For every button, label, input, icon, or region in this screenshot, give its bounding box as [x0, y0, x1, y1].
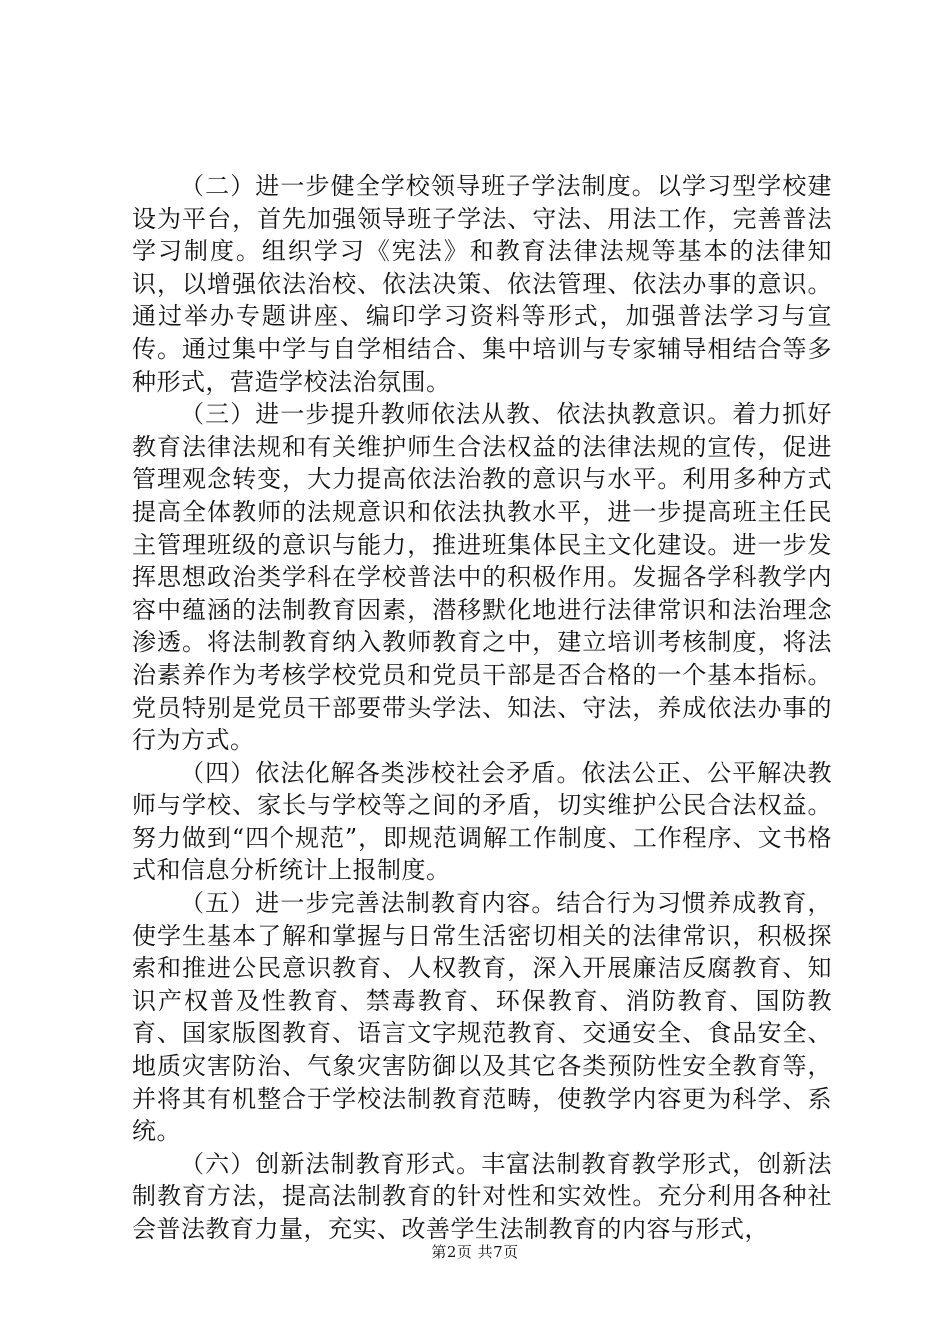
paragraph-section-2: （二）进一步健全学校领导班子学法制度。以学习型学校建设为平台，首先加强领导班子学法、守法、用法工作，完善普法学习制度。组织学习《宪法》和教育法律法规等基本的法律知识，以增强依法治校、依法决策、依法管理、依法办事的意识。通过举办专题讲座、编印学习资料等形式，加强普法学习与宣传。通过集中学与自学相结合、集中培训与专家辅导相结合等多种形式，营造学校法治氛围。	[132, 172, 832, 396]
paragraph-section-4: （四）依法化解各类涉校社会矛盾。依法公正、公平解决教师与学校、家长与学校等之间的矛盾，切实维护公民合法权益。努力做到“四个规范”，即规范调解工作制度、工作程序、文书格式和信息分析统计上报制度。	[132, 758, 832, 885]
paragraph-section-5: （五）进一步完善法制教育内容。结合行为习惯养成教育，使学生基本了解和掌握与日常生活密切相关的法律常识，积极探索和推进公民意识教育、人权教育，深入开展廉洁反腐教育、知识产权普及性教育、禁毒教育、环保教育、消防教育、国防教育、国家版图教育、语言文字规范教育、交通安全、食品安全、地质灾害防治、气象灾害防御以及其它各类预防性安全教育等，并将其有机整合于学校法制教育范畴，使教学内容更为科学、系统。	[132, 889, 832, 1146]
page-footer: 第2页 共7页	[431, 1243, 519, 1261]
paragraph-section-6: （六）创新法制教育形式。丰富法制教育教学形式，创新法制教育方法，提高法制教育的针对性和实效性。充分利用各种社会普法教育力量，充实、改善学生法制教育的内容与形式，	[132, 1149, 832, 1243]
document-body	[132, 170, 832, 1246]
paragraph-section-3: （三）进一步提升教师依法从教、依法执教意识。着力抓好教育法律法规和有关维护师生合法权益的法律法规的宣传，促进管理观念转变，大力提高依法治教的意识与水平。利用多种方式提高全体教师的法规意识和依法执教水平，进一步提高班主任民主管理班级的意识与能力，推进班集体民主文化建设。进一步发挥思想政治类学科在学校普法中的积极作用。发掘各学科教学内容中蕴涵的法制教育因素，潜移默化地进行法律常识和法治理念渗透。将法制教育纳入教师教育之中，建立培训考核制度，将法治素养作为考核学校党员和党员干部是否合格的一个基本指标。党员特别是党员干部要带头学法、知法、守法，养成依法办事的行为方式。	[132, 400, 832, 755]
